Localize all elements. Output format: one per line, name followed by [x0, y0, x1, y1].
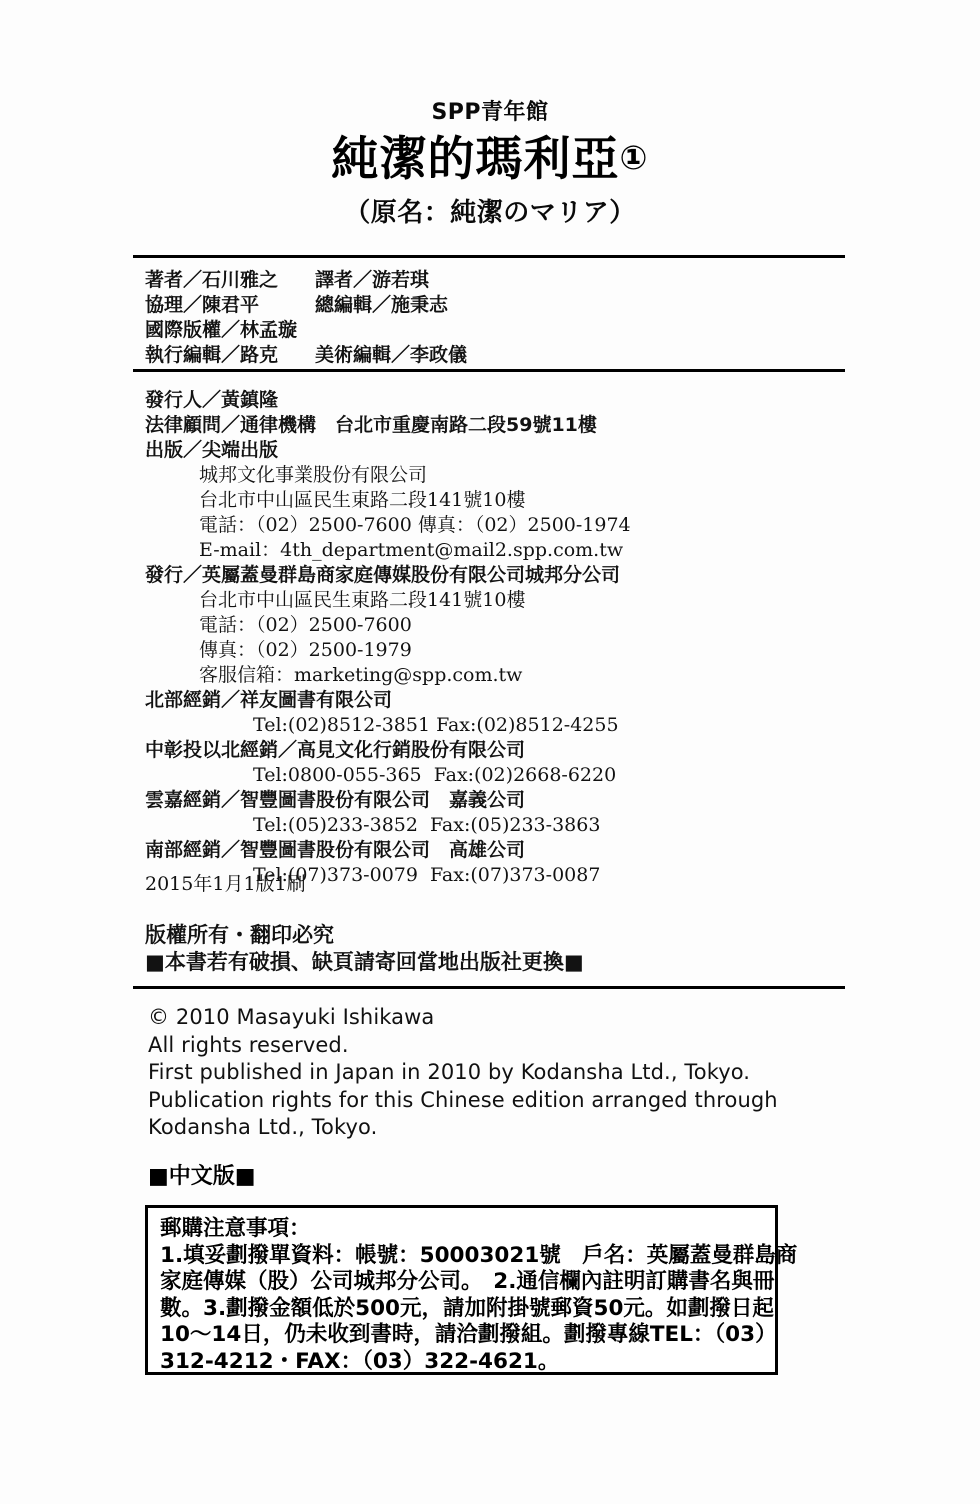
credit-primary: 國際版權／林孟璇	[145, 319, 298, 341]
publisher-info-line: Tel:(02)8512-3851 Fax:(02)8512-4255	[253, 714, 619, 736]
credit-secondary: 總編輯／施秉志	[315, 294, 449, 316]
copyright-line-en: © 2010 Masayuki Ishikawa	[148, 1005, 435, 1029]
copyright-line-en: First published in Japan in 2010 by Kodansha Ltd., Tokyo.	[148, 1060, 751, 1084]
copyright-line-en: Kodansha Ltd., Tokyo.	[148, 1115, 378, 1139]
credit-primary: 著者／石川雅之	[145, 269, 279, 291]
credit-primary: 協理／陳君平	[145, 294, 260, 316]
credit-secondary: 美術編輯／李政儀	[315, 344, 468, 366]
copyright-line-cn: 版權所有・翻印必究	[145, 923, 334, 947]
mail-order-notice-box	[145, 1205, 798, 1375]
publisher-info-line: Tel:0800-055-365 Fax:(02)2668-6220	[253, 764, 617, 786]
mail-order-line: 312-4212・FAX：（03）322-4621。	[160, 1348, 560, 1374]
publisher-info-line: 發行／英屬蓋曼群島商家庭傳媒股份有限公司城邦分公司	[145, 564, 621, 586]
copyright-line-cn: ■本書若有破損、缺頁請寄回當地出版社更換■	[145, 950, 584, 974]
divider-credits	[133, 369, 845, 372]
print-date-block	[145, 872, 905, 897]
publisher-info-line: 南部經銷／智豐圖書股份有限公司 高雄公司	[145, 839, 526, 861]
publisher-info-line: 法律顧問／通律機構 台北市重慶南路二段59號11樓	[145, 414, 597, 436]
credit-row	[145, 343, 905, 368]
copyright-notice-en	[148, 1004, 848, 1142]
mail-order-line: 1.填妥劃撥單資料：帳號：50003021號 戶名：英屬蓋曼群島商	[160, 1242, 798, 1268]
publisher-info-line: 雲嘉經銷／智豐圖書股份有限公司 嘉義公司	[145, 789, 526, 811]
publisher-info-line: 中彰投以北經銷／高見文化行銷股份有限公司	[145, 739, 526, 761]
publisher-info-line: 台北市中山區民生東路二段141號10樓	[199, 489, 526, 511]
publisher-info-line: 出版／尖端出版	[145, 439, 279, 461]
mail-order-line: 郵購注意事項：	[160, 1216, 311, 1241]
volume-number-badge: ①	[619, 138, 649, 178]
copyright-line-en: Publication rights for this Chinese edition arranged through	[148, 1087, 778, 1112]
credit-secondary: 譯者／游若琪	[315, 269, 430, 291]
page-title	[0, 132, 980, 187]
mail-order-notice-content	[148, 1208, 798, 1375]
main-title-text: 純潔的瑪利亞	[331, 132, 620, 188]
publisher-info-line: 電話：（02）2500-7600	[199, 614, 412, 636]
credit-row	[145, 318, 905, 343]
mail-order-line: 數。3.劃撥金額低於500元，請加附掛號郵資50元。如劃撥日起	[160, 1295, 774, 1321]
publisher-info-line: E-mail：4th_department@mail2.spp.com.tw	[199, 539, 624, 561]
publisher-info-line: Tel:(07)373-0079 Fax:(07)373-0087	[253, 864, 601, 886]
divider-english	[133, 986, 845, 989]
publisher-info-line: 傳真：（02）2500-1979	[199, 639, 412, 661]
credit-row	[145, 268, 905, 293]
publisher-info-block	[145, 388, 905, 888]
credit-primary: 執行編輯／路克	[145, 344, 279, 366]
publisher-info-line: 電話：（02）2500-7600 傳真：（02）2500-1974	[199, 514, 631, 536]
publisher-info-line: 台北市中山區民生東路二段141號10樓	[199, 589, 526, 611]
chinese-edition-marker: ■中文版■	[148, 1164, 256, 1189]
copyright-notice-cn	[145, 922, 905, 976]
imprint-label: SPP青年館	[431, 100, 549, 125]
publisher-info-line: 發行人／黃鎮隆	[145, 389, 279, 411]
credits-block	[145, 268, 905, 368]
copyright-line-en: All rights reserved.	[148, 1032, 349, 1057]
divider-top	[133, 255, 845, 258]
original-title: （原名：純潔のマリア）	[344, 197, 636, 228]
credit-row	[145, 293, 905, 318]
mail-order-line: 家庭傳媒（股）公司城邦分公司。 2.通信欄內註明訂購書名與冊	[160, 1269, 775, 1294]
publisher-info-line: 客服信箱：marketing@spp.com.tw	[199, 664, 523, 686]
print-date: 2015年1月1版1刷	[145, 873, 306, 895]
mail-order-line: 10～14日，仍未收到書時，請洽劃撥組。劃撥專線TEL：（03）	[160, 1322, 777, 1347]
publisher-info-line: 北部經銷／祥友圖書有限公司	[145, 689, 393, 711]
publisher-info-line: 城邦文化事業股份有限公司	[199, 464, 428, 486]
publisher-info-line: Tel:(05)233-3852 Fax:(05)233-3863	[253, 814, 601, 836]
title-block	[0, 100, 980, 229]
